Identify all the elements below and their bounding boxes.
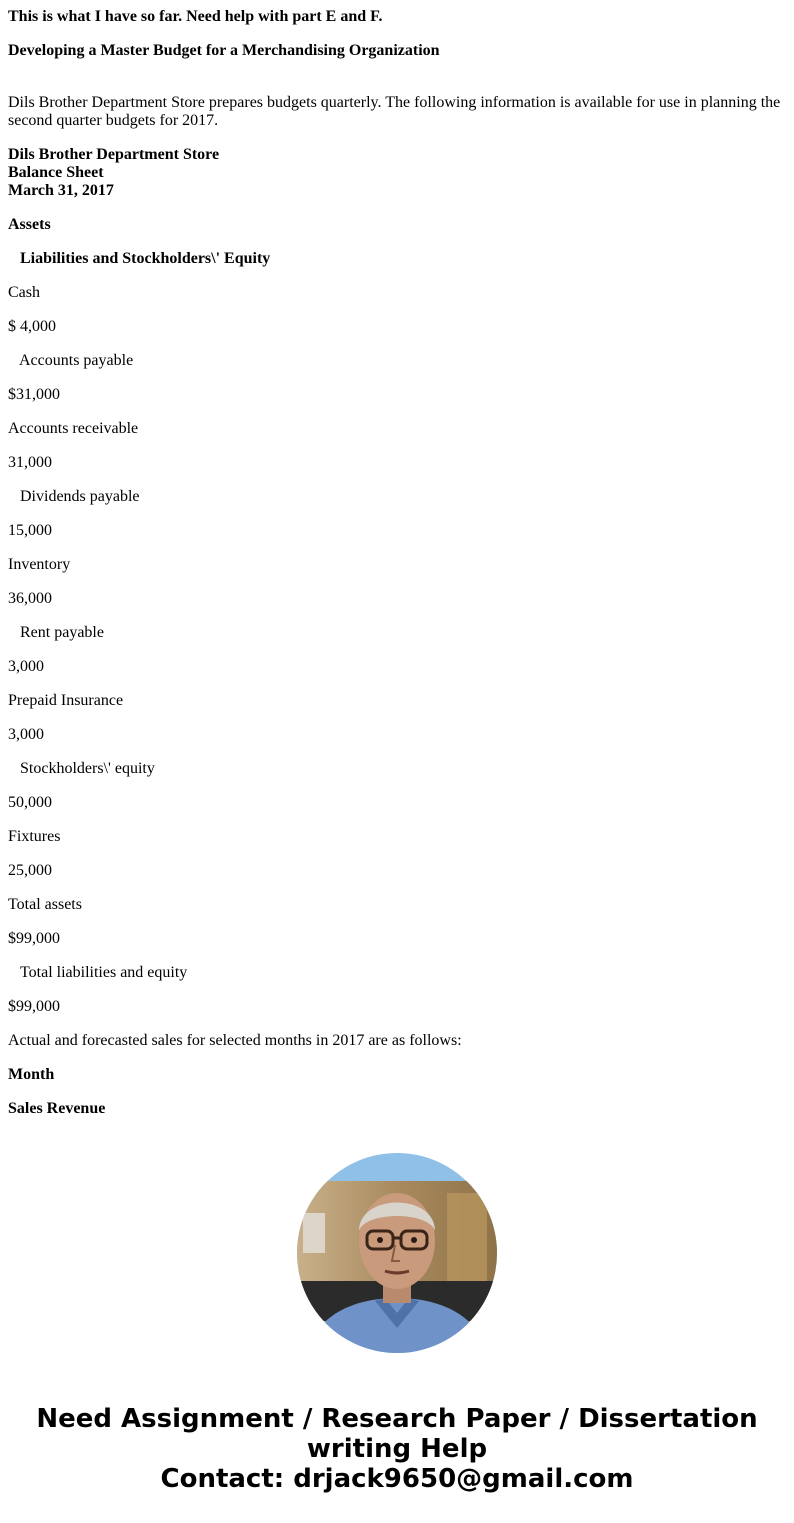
month-column-header: Month [8, 1066, 55, 1083]
total-liabilities-label: Total liabilities and equity [20, 964, 188, 981]
promo-contact: Contact: drjack9650@gmail.com [160, 1464, 634, 1494]
liability-value: 50,000 [8, 794, 52, 811]
liability-label: Stockholders\' equity [20, 760, 155, 777]
promo-line-1: Need Assignment / Research Paper / Dissertation [36, 1404, 758, 1434]
statement-date: March 31, 2017 [8, 182, 114, 199]
total-assets-value: $99,000 [8, 930, 60, 947]
asset-label: Prepaid Insurance [8, 692, 124, 709]
asset-label: Cash [8, 284, 40, 301]
promo-banner [0, 1404, 794, 1494]
balance-sheet-title-block [8, 146, 786, 200]
problem-heading: Developing a Master Budget for a Merchandising Organization [8, 42, 440, 59]
tutor-avatar [297, 1153, 497, 1353]
sales-intro: Actual and forecasted sales for selected months in 2017 are as follows: [8, 1032, 462, 1049]
total-assets-label: Total assets [8, 896, 82, 913]
asset-value: 3,000 [8, 726, 44, 743]
sales-revenue-column-header: Sales Revenue [8, 1100, 106, 1117]
asset-value: 31,000 [8, 454, 52, 471]
liability-label: Rent payable [20, 624, 104, 641]
tutor-photo [297, 1153, 497, 1353]
help-note: This is what I have so far. Need help with part E and F. [8, 8, 383, 25]
promo-line-2: writing Help [306, 1434, 488, 1464]
question-content [8, 8, 786, 1134]
blank-line [8, 76, 786, 94]
asset-label: Accounts receivable [8, 420, 139, 437]
assets-header: Assets [8, 216, 51, 233]
problem-description: Dils Brother Department Store prepares budgets quarterly. The following information is available for use in planning the second quarter budgets for 2017. [8, 94, 781, 129]
total-liabilities-value: $99,000 [8, 998, 60, 1015]
liability-value: 15,000 [8, 522, 52, 539]
liability-label: Dividends payable [20, 488, 140, 505]
asset-value: 25,000 [8, 862, 52, 879]
asset-value: $ 4,000 [8, 318, 56, 335]
liabilities-header: Liabilities and Stockholders\' Equity [20, 250, 271, 267]
asset-label: Inventory [8, 556, 71, 573]
asset-value: 36,000 [8, 590, 52, 607]
liability-label: Accounts payable [19, 352, 134, 369]
asset-label: Fixtures [8, 828, 61, 845]
company-name: Dils Brother Department Store [8, 146, 220, 163]
statement-title: Balance Sheet [8, 164, 104, 181]
liability-value: $31,000 [8, 386, 60, 403]
liability-value: 3,000 [8, 658, 44, 675]
